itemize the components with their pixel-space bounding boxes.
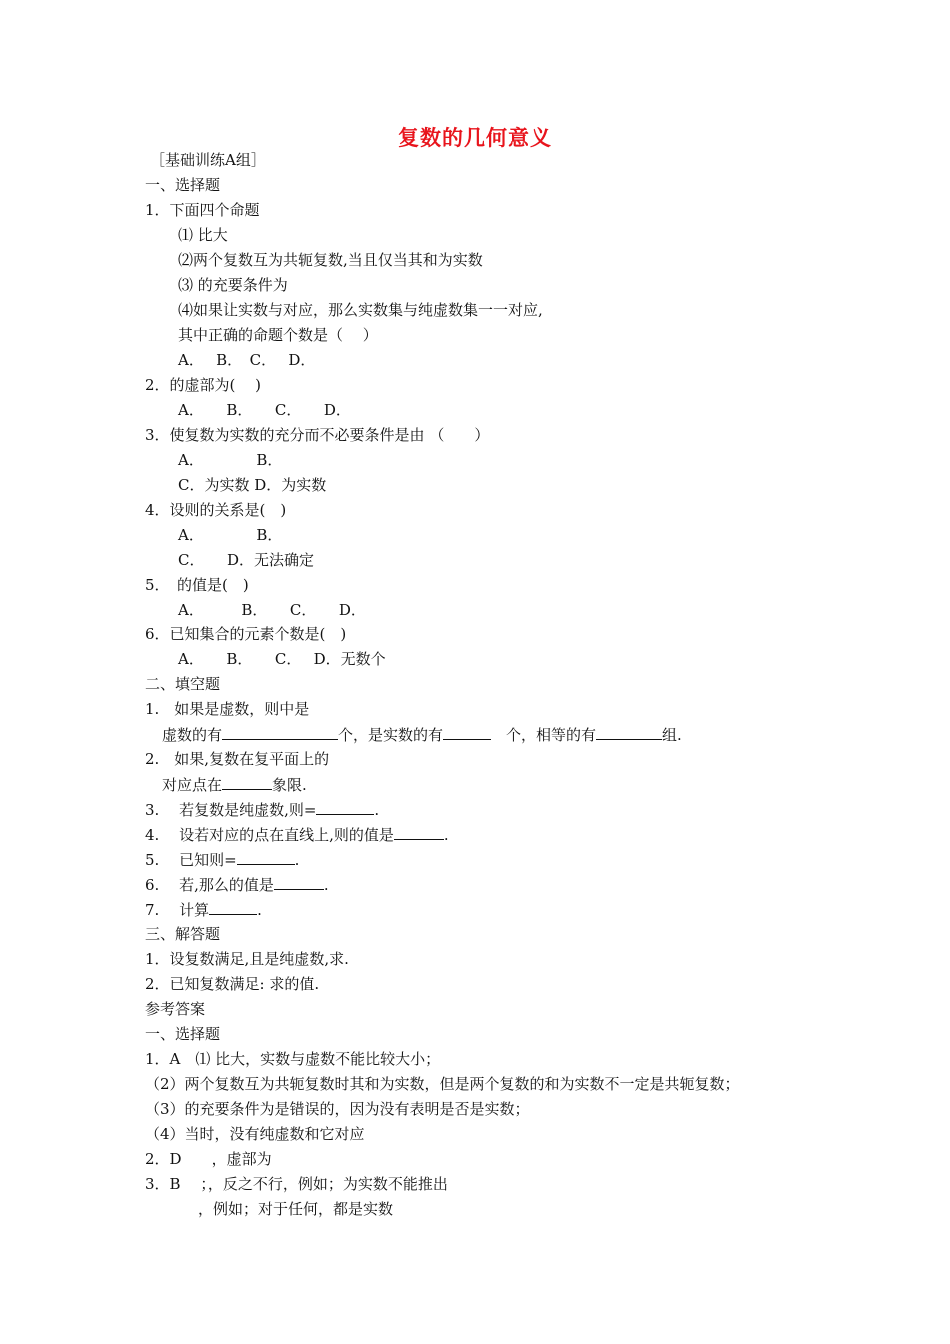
solve-2: 2．已知复数满足: 求的值. bbox=[145, 975, 320, 993]
question-1-statement-4: ⑷如果让实数与对应，那么实数集与纯虚数集一一对应, bbox=[178, 301, 543, 319]
answer-blank[interactable] bbox=[237, 849, 295, 865]
fill-2-line bbox=[162, 774, 307, 795]
question-4-options-cd: C． D．无法确定 bbox=[178, 551, 315, 569]
fill-6-text: 6. 若,那么的值是 bbox=[145, 876, 274, 894]
section-heading-choice: 一、选择题 bbox=[145, 176, 221, 194]
fill-7-end: . bbox=[257, 901, 262, 919]
question-3-options-cd: C．为实数 D．为实数 bbox=[178, 476, 327, 494]
answer-blank[interactable] bbox=[316, 799, 374, 815]
answer-blank[interactable] bbox=[596, 724, 662, 740]
fill-3-text: 3. 若复数是纯虚数,则= bbox=[145, 801, 317, 819]
fill-7-text: 7. 计算 bbox=[145, 901, 210, 919]
question-2-stem: 2．的虚部为( ) bbox=[145, 376, 262, 394]
answer-line-4: （4）当时，没有纯虚数和它对应 bbox=[145, 1125, 365, 1143]
answer-blank[interactable] bbox=[222, 724, 338, 740]
fill-4-end: . bbox=[443, 826, 449, 844]
fill-5-end: . bbox=[294, 851, 300, 869]
fill-1-line bbox=[162, 724, 682, 745]
section-heading-solve: 三、解答题 bbox=[145, 925, 221, 943]
question-4-options-ab: A． B． bbox=[178, 526, 283, 544]
fill-7 bbox=[145, 899, 262, 920]
answer-line-5: 2．D ，虚部为 bbox=[145, 1150, 272, 1168]
fill-5 bbox=[145, 849, 299, 870]
question-6-stem: 6．已知集合的元素个数是( ) bbox=[145, 625, 347, 643]
answer-blank[interactable] bbox=[394, 824, 444, 840]
answer-line-2: （2）两个复数互为共轭复数时其和为实数，但是两个复数的和为实数不一定是共轭复数； bbox=[145, 1075, 740, 1093]
solve-1: 1．设复数满足,且是纯虚数,求. bbox=[145, 950, 349, 968]
question-1-statement-1: ⑴ 比大 bbox=[178, 226, 228, 244]
answer-line-3: （3）的充要条件为是错误的，因为没有表明是否是实数； bbox=[145, 1100, 530, 1118]
question-5-stem: 5． 的值是( ) bbox=[145, 576, 249, 594]
answers-section-choice: 一、选择题 bbox=[145, 1025, 221, 1043]
document-title: 复数的几何意义 bbox=[398, 126, 552, 150]
answers-heading: 参考答案 bbox=[145, 1000, 206, 1018]
fill-2-stem: 2. 如果,复数在复平面上的 bbox=[145, 750, 330, 768]
fill-1-part-1: 虚数的有 bbox=[162, 726, 223, 744]
section-heading-fill: 二、填空题 bbox=[145, 675, 221, 693]
fill-3 bbox=[145, 799, 379, 820]
fill-2-part-1: 对应点在 bbox=[162, 776, 223, 794]
question-2-options: A． B． C． D． bbox=[178, 401, 351, 419]
fill-1-part-3: 个，相等的有 bbox=[491, 726, 597, 744]
question-1-ask: 其中正确的命题个数是（ ） bbox=[178, 326, 378, 344]
answer-blank[interactable] bbox=[274, 874, 324, 890]
fill-2-part-2: 象限. bbox=[272, 776, 307, 794]
question-3-stem: 3．使复数为实数的充分而不必要条件是由 （ ） bbox=[145, 426, 490, 444]
fill-5-text: 5. 已知则= bbox=[145, 851, 237, 869]
answer-line-7: ，例如；对于任何，都是实数 bbox=[198, 1200, 394, 1218]
question-4-stem: 4．设则的关系是( ) bbox=[145, 501, 287, 519]
question-1-stem: 1．下面四个命题 bbox=[145, 201, 260, 219]
answer-line-6: 3．B ；，反之不行，例如；为实数不能推出 bbox=[145, 1175, 448, 1193]
fill-4 bbox=[145, 824, 449, 845]
question-5-options: A． B． C． D． bbox=[178, 601, 366, 619]
fill-6 bbox=[145, 874, 329, 895]
fill-1-stem: 1. 如果是虚数，则中是 bbox=[145, 700, 310, 718]
fill-1-part-2: 个，是实数的有 bbox=[338, 726, 444, 744]
answer-blank[interactable] bbox=[209, 899, 257, 915]
question-3-options-ab: A． B． bbox=[178, 451, 283, 469]
answer-line-1: 1．A ⑴ 比大，实数与虚数不能比较大小； bbox=[145, 1050, 441, 1068]
section-header: ［基础训练A组］ bbox=[150, 151, 266, 169]
fill-1-part-4: 组. bbox=[662, 726, 682, 744]
question-1-statement-2: ⑵两个复数互为共轭复数,当且仅当其和为实数 bbox=[178, 251, 483, 269]
fill-3-end: . bbox=[374, 801, 380, 819]
fill-6-end: . bbox=[323, 876, 329, 894]
question-1-options: A． B． C． D． bbox=[178, 351, 316, 369]
question-1-statement-3: ⑶ 的充要条件为 bbox=[178, 276, 288, 294]
fill-4-text: 4. 设若对应的点在直线上,则的值是 bbox=[145, 826, 394, 844]
question-6-options: A． B． C． D．无数个 bbox=[178, 650, 386, 668]
answer-blank[interactable] bbox=[222, 774, 272, 790]
answer-blank[interactable] bbox=[443, 724, 491, 740]
